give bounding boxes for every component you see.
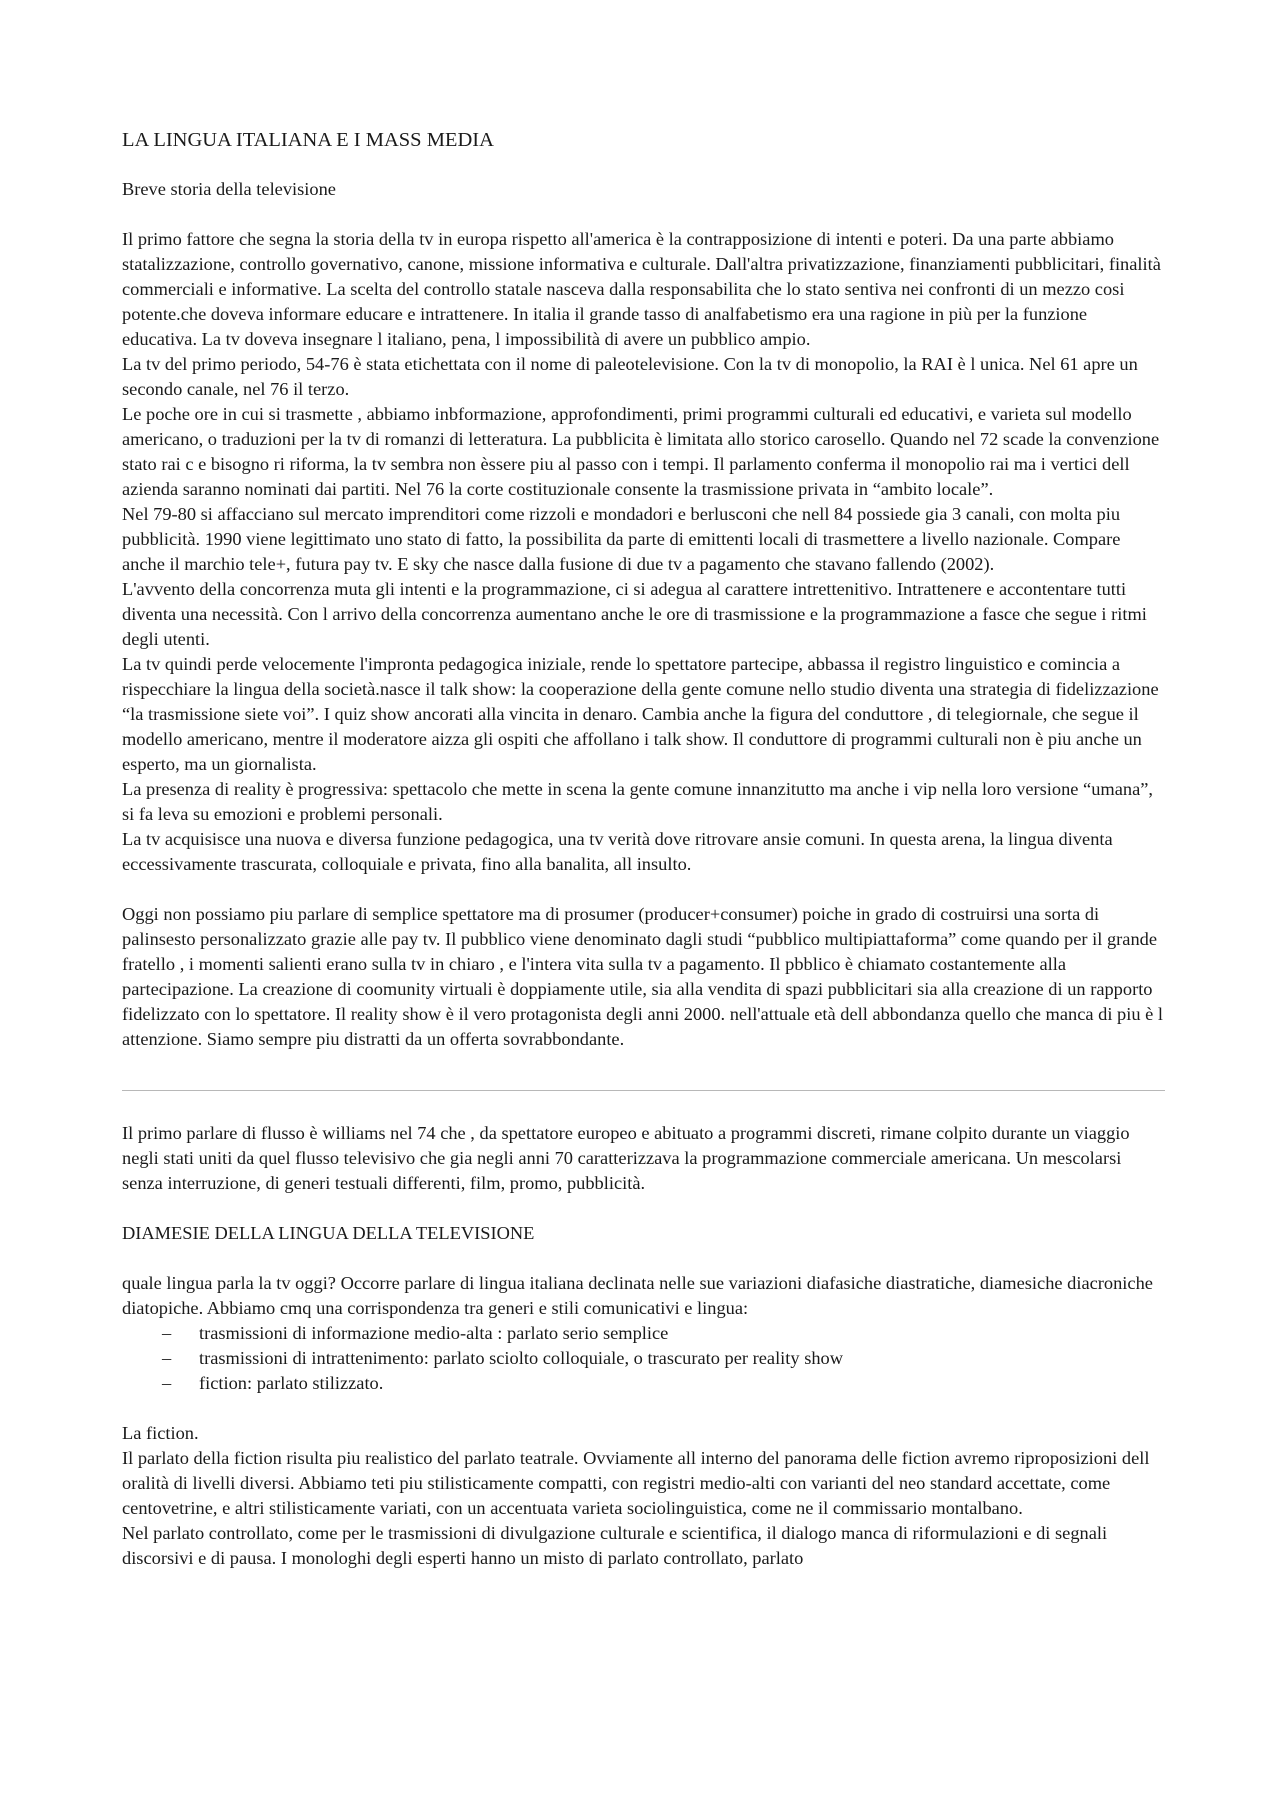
paragraph: Le poche ore in cui si trasmette , abbiamo inbformazione, approfondimenti, primi programmi culturali ed educativi, e varieta sul modello americano, o traduzioni per la tv di romanzi di letteratura. La pubblicita è limitata allo storico carosello. Quando nel 72 scade la convenzione stato rai c e bisogno ri riforma, la tv sembra non èssere piu al passo con i tempi. Il parlamento conferma il monopolio rai ma i vertici dell azienda saranno nominati dai partiti. Nel 76 la corte costituzionale consente la trasmissione privata in “ambito locale”. [122,404,1160,499]
fiction-heading: La fiction. [122,1423,199,1443]
horizontal-divider [122,1090,1165,1091]
document-title: LA LINGUA ITALIANA E I MASS MEDIA [122,129,494,151]
paragraph: La tv quindi perde velocemente l'impronta pedagogica iniziale, rende lo spettatore partecipe, abbassa il registro linguistico e comincia a rispecchiare la lingua della società.nasce il talk show: la cooperazione della gente comune nello studio diventa una strategia di fidelizzazione “la trasmissione siete voi”. I quiz show ancorati alla vincita in denaro. Cambia anche la figura del conduttore , di telegiornale, che segue il modello americano, mentre il moderatore aizza gli ospiti che affollano i talk show. Il conduttore di programmi culturali non è piu anche un esperto, ma un giornalista. [122,654,1159,774]
list-item-text: fiction: parlato stilizzato. [199,1373,384,1393]
list-item-text: trasmissioni di informazione medio-alta : parlato serio semplice [199,1323,669,1343]
section-heading: DIAMESIE DELLA LINGUA DELLA TELEVISIONE [122,1223,535,1243]
dash-bullet-icon: – [162,1373,172,1393]
paragraph: La tv acquisisce una nuova e diversa funzione pedagogica, una tv verità dove ritrovare ansie comuni. In questa arena, la lingua diventa eccessivamente trascurata, colloquiale e privata, fino alla banalita, all insulto. [122,829,1113,874]
paragraph-flusso: Il primo parlare di flusso è williams nel 74 che , da spettatore europeo e abituato a programmi discreti, rimane colpito durante un viaggio negli stati uniti da quel flusso televisivo che gia negli anni 70 caratterizzava la programmazione commerciale americana. Un mescolarsi senza interruzione, di generi testuali differenti, film, promo, pubblicità. [122,1123,1130,1193]
list-item [162,1371,1165,1396]
dash-bullet-icon: – [162,1348,172,1368]
history-section [122,227,1165,877]
paragraph: Nel 79-80 si affacciano sul mercato imprenditori come rizzoli e mondadori e berlusconi che nell 84 possiede gia 3 canali, con molta piu pubblicità. 1990 viene legittimato uno stato di fatto, la possibilita da parte di emittenti locali di trasmettere a livello nazionale. Compare anche il marchio tele+, futura pay tv. E sky che nasce dalla fusione di due tv a pagamento che stavano fallendo (2002). [122,504,1121,574]
document-subtitle: Breve storia della televisione [122,179,336,199]
paragraph: Nel parlato controllato, come per le trasmissioni di divulgazione culturale e scientifica, il dialogo manca di riformulazioni e di segnali discorsivi e di pausa. I monologhi degli esperti hanno un misto di parlato controllato, parlato [122,1523,1108,1568]
paragraph: La tv del primo periodo, 54-76 è stata etichettata con il nome di paleotelevisione. Con la tv di monopolio, la RAI è l unica. Nel 61 apre un secondo canale, nel 76 il terzo. [122,354,1138,399]
paragraph: L'avvento della concorrenza muta gli intenti e la programmazione, ci si adegua al carattere intrettenitivo. Intrattenere e accontentare tutti diventa una necessità. Con l arrivo della concorrenza aumentano anche le ore di trasmissione e la programmazione a fasce che segue i ritmi degli utenti. [122,579,1147,649]
genre-list [122,1321,1165,1396]
spacer [122,877,1165,902]
list-item [162,1346,1165,1371]
list-item [162,1321,1165,1346]
paragraph-lingua: quale lingua parla la tv oggi? Occorre parlare di lingua italiana declinata nelle sue variazioni diafasiche diastratiche, diamesiche diacroniche diatopiche. Abbiamo cmq una corrispondenza tra generi e stili comunicativi e lingua: [122,1273,1153,1318]
dash-bullet-icon: – [162,1323,172,1343]
paragraph: Il parlato della fiction risulta piu realistico del parlato teatrale. Ovviamente all interno del panorama delle fiction avremo riproposizioni dell oralità di livelli diversi. Abbiamo teti piu stilisticamente compatti, con registri medio-alti con varianti del neo standard accettate, come centovetrine, e altri stilisticamente variati, con un accentuata varieta sociolinguistica, come ne il commissario montalbano. [122,1448,1150,1518]
spacer [122,1396,1165,1421]
paragraph: Il primo fattore che segna la storia della tv in europa rispetto all'america è la contrapposizione di intenti e poteri. Da una parte abbiamo statalizzazione, controllo governativo, canone, missione informativa e culturale. Dall'altra privatizzazione, finanziamenti pubblicitari, finalità commerciali e informative. La scelta del controllo statale nasceva dalla responsabilita che lo stato sentiva nei confronti di un mezzo cosi potente.che doveva informare educare e intrattenere. In italia il grande tasso di analfabetismo era una ragione in più per la funzione educativa. La tv doveva insegnare l italiano, pena, l impossibilità di avere un pubblico ampio. [122,229,1161,349]
list-item-text: trasmissioni di intrattenimento: parlato sciolto colloquiale, o trascurato per reality show [199,1348,844,1368]
paragraph-prosumer: Oggi non possiamo piu parlare di semplice spettatore ma di prosumer (producer+consumer) poiche in grado di costruirsi una sorta di palinsesto personalizzato grazie alle pay tv. Il pubblico viene denominato dagli studi “pubblico multipiattaforma” come quando per il grande fratello , i momenti salienti erano sulla tv in chiaro , e l'intera vita sulla tv a pagamento. Il pbblico è chiamato costantemente alla partecipazione. La creazione di coomunity virtuali è doppiamente utile, sia alla vendita di spazi pubblicitari sia alla creazione di un rapporto fidelizzato con lo spettatore. Il reality show è il vero protagonista degli anni 2000. nell'attuale età dell abbondanza quello che manca di piu è l attenzione. Siamo sempre piu distratti da un offerta sovrabbondante. [122,904,1164,1049]
paragraph: La presenza di reality è progressiva: spettacolo che mette in scena la gente comune innanzitutto ma anche i vip nella loro versione “umana”, si fa leva su emozioni e problemi personali. [122,779,1153,824]
